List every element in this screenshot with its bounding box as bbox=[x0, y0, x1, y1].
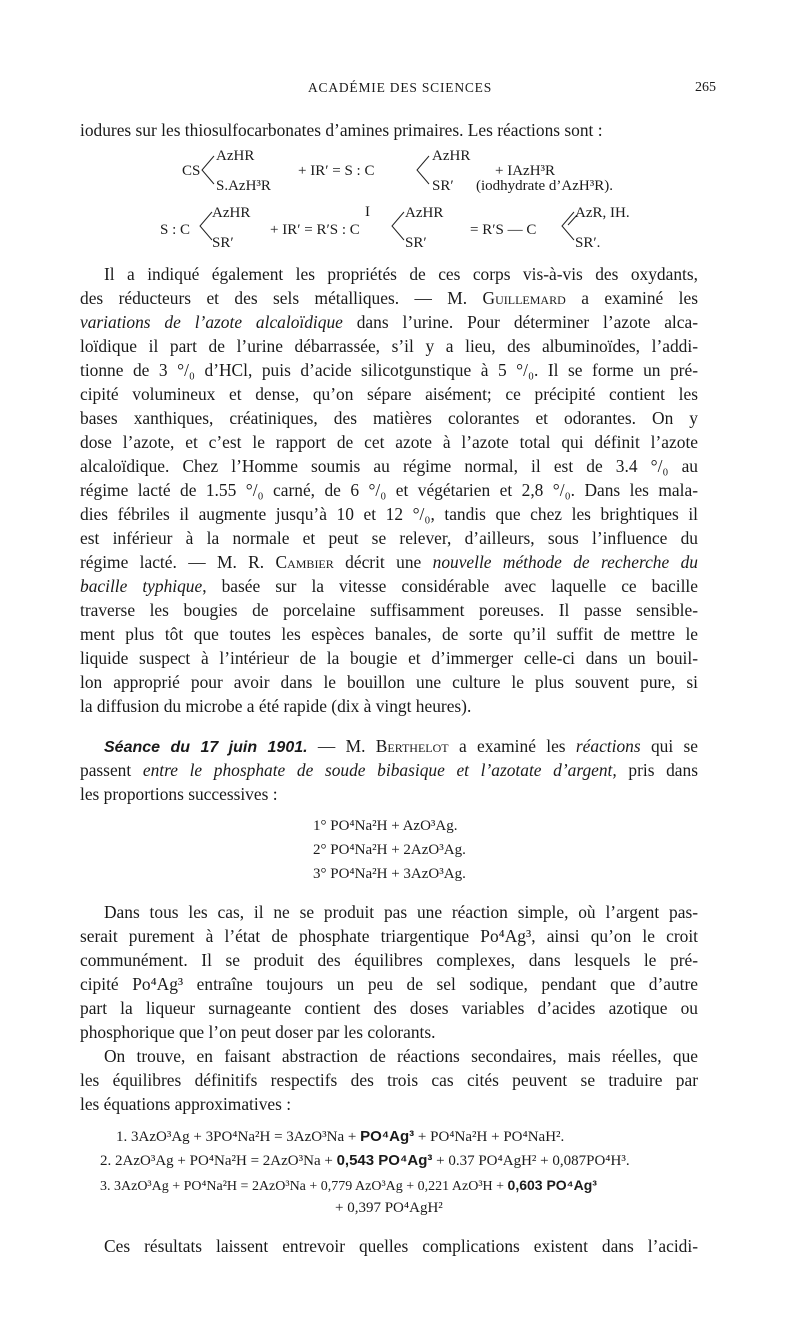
text-line: la diffusion du microbe a été rapide (dix à vingt heures). bbox=[80, 696, 472, 716]
formula-text: AzHR bbox=[212, 205, 251, 221]
formula-text: SR′. bbox=[575, 235, 601, 251]
text-line: dose l’azote, et c’est le rapport de cet azote à l’azote total qui définit l’azote bbox=[80, 432, 698, 452]
precipitate-formula: 0,603 PO⁴Ag³ bbox=[507, 1177, 597, 1193]
formula-text: AzR, IH. bbox=[575, 205, 630, 221]
topic-title: nouvelle méthode de recherche du bbox=[432, 552, 698, 572]
reaction-item: 2° PO⁴Na²H + 2AzO³Ag. bbox=[313, 842, 466, 858]
running-header bbox=[80, 80, 720, 102]
topic-title: variations de l’azote alcaloïdique bbox=[80, 312, 343, 332]
text-line: lon approprié pour avoir dans le bouillon une culture le plus souvent pure, si bbox=[80, 672, 698, 692]
author-name: Berthelot bbox=[375, 736, 449, 756]
formula-text: S.AzH³R bbox=[216, 178, 271, 194]
formula-text: S : C bbox=[160, 222, 191, 238]
text-line: cipité volumineux et dense, qu’on sépare aisément; ce précipité contient les bbox=[80, 384, 698, 404]
author-name: Cambier bbox=[275, 552, 334, 572]
precipitate-formula: 0,543 PO⁴Ag³ bbox=[336, 1152, 433, 1169]
formula-text: = R′S — C bbox=[470, 222, 537, 238]
text-line: les proportions successives : bbox=[80, 784, 278, 804]
text-line: loïdique il part de l’urine débarrassée, s’il y a lieu, des albuminoïdes, l’addi- bbox=[80, 336, 698, 356]
formula-text: (iodhydrate d’AzH³R). bbox=[476, 178, 613, 194]
text-line: les équations approximatives : bbox=[80, 1094, 292, 1114]
equation-continuation: + 0,397 PO⁴AgH² bbox=[335, 1200, 443, 1216]
equation-item: 3. 3AzO³Ag + PO⁴Na²H = 2AzO³Na + 0,779 AzO³Ag + 0,221 AzO³H + 0,603 PO⁴Ag³ bbox=[100, 1177, 597, 1194]
formula-text: CS bbox=[182, 163, 201, 179]
text-line: variations de l’azote alcaloïdique dans l’urine. Pour déterminer l’azote alca- bbox=[80, 312, 698, 332]
text-line: alcaloïdique. Chez l’Homme soumis au régime normal, il est de 3.4 °/₀ au bbox=[80, 456, 698, 476]
text-line: On trouve, en faisant abstraction de réactions secondaires, mais réelles, que bbox=[104, 1046, 698, 1066]
text-line: régime lacté. — M. R. Cambier décrit une nouvelle méthode de recherche du bbox=[80, 552, 698, 572]
text-line: traverse les bougies de porcelaine suffisamment poreuses. Il passe sensible- bbox=[80, 600, 698, 620]
text-line: Il a indiqué également les propriétés de ces corps vis-à-vis des oxydants, bbox=[104, 264, 698, 284]
formula-text: AzHR bbox=[216, 148, 255, 164]
text-line: les équilibres définitifs respectifs des trois cas cités peuvent se traduire par bbox=[80, 1070, 698, 1090]
formula-text: SR′ bbox=[405, 235, 427, 251]
text-line: dies fébriles il augmente jusqu’à 10 et 12 °/₀, tandis que chez les brightiques il bbox=[80, 504, 698, 524]
text-line: liquide suspect à l’intérieur de la bougie et d’immerger celle-ci dans un bouil- bbox=[80, 648, 698, 668]
page-number: 265 bbox=[695, 80, 716, 95]
text-line: bacille typhique, basée sur la vitesse considérable avec laquelle ce bacille bbox=[80, 576, 698, 596]
reaction-item: 1° PO⁴Na²H + AzO³Ag. bbox=[313, 818, 458, 834]
text-line: des réducteurs et des sels métalliques. — M. Guillemard a examiné les bbox=[80, 288, 698, 308]
formula-text: + IR′ = S : C bbox=[298, 163, 375, 179]
bond-bracket-icon bbox=[415, 154, 433, 190]
reaction-item: 3° PO⁴Na²H + 3AzO³Ag. bbox=[313, 866, 466, 882]
formula-text: SR′ bbox=[432, 178, 454, 194]
text-line: passent entre le phosphate de soude bibasique et l’azotate d’argent, pris dans bbox=[80, 760, 698, 780]
author-name: Guillemard bbox=[482, 288, 566, 308]
equation-item: 1. 3AzO³Ag + 3PO⁴Na²H = 3AzO³Na + PO⁴Ag³ + PO⁴Na²H + PO⁴NaH². bbox=[116, 1128, 565, 1145]
formula-text: + IR′ = R′S : C bbox=[270, 222, 360, 238]
text-line: Ces résultats laissent entrevoir quelles complications existent dans l’acidi- bbox=[104, 1236, 698, 1256]
text-line: phosphorique que l’on peut doser par les colorants. bbox=[80, 1022, 436, 1042]
text-line: iodures sur les thiosulfocarbonates d’amines primaires. Les réactions sont : bbox=[80, 120, 603, 140]
text-line: est inférieur à la normale et peut se relever, d’ailleurs, sous l’influence du bbox=[80, 528, 698, 548]
text-line: bases xanthiques, créatiniques, des matières colorantes et odorantes. On y bbox=[80, 408, 698, 428]
text-line: Séance du 17 juin 1901. — M. Berthelot a examiné les réactions qui se bbox=[104, 736, 699, 756]
formula-text: + IAzH³R bbox=[495, 163, 556, 179]
precipitate-formula: PO⁴Ag³ bbox=[360, 1128, 415, 1145]
formula-text: AzHR bbox=[432, 148, 471, 164]
equation-item: 2. 2AzO³Ag + PO⁴Na²H = 2AzO³Na + 0,543 PO⁴Ag³ + 0.37 PO⁴AgH² + 0,087PO⁴H³. bbox=[100, 1152, 630, 1169]
text-line: serait purement à l’état de phosphate triargentique Po⁴Ag³, ainsi qu’on le croit bbox=[80, 926, 698, 946]
formula-text: I bbox=[365, 204, 370, 220]
text-line: cipité Po⁴Ag³ entraîne toujours un peu de sel sodique, pendant que d’autre bbox=[80, 974, 698, 994]
formula-text: AzHR bbox=[405, 205, 444, 221]
text-line: part la liqueur surnageante contient des doses variables d’acides azotique ou bbox=[80, 998, 698, 1018]
text-line: communément. Il se produit des équilibres complexes, dans lesquels le pré- bbox=[80, 950, 698, 970]
seance-date: Séance du 17 juin 1901. bbox=[104, 739, 308, 756]
topic-title: bacille typhique bbox=[80, 576, 203, 596]
text-line: tionne de 3 °/₀ d’HCl, puis d’acide silicotgunstique à 5 °/₀. Il se forme un pré- bbox=[80, 360, 698, 380]
header-title: ACADÉMIE DES SCIENCES bbox=[307, 80, 493, 95]
text-line: Dans tous les cas, il ne se produit pas une réaction simple, où l’argent pas- bbox=[104, 902, 698, 922]
text-line: régime lacté de 1.55 °/₀ carné, de 6 °/₀ et végétarien et 2,8 °/₀. Dans les mala- bbox=[80, 480, 698, 500]
text-line: ment plus tôt que toutes les espèces banales, de sorte qu’il suffit de mettre le bbox=[80, 624, 698, 644]
formula-text: SR′ bbox=[212, 235, 234, 251]
topic-title: entre le phosphate de soude bibasique et l’azotate d’argent, bbox=[142, 760, 617, 780]
